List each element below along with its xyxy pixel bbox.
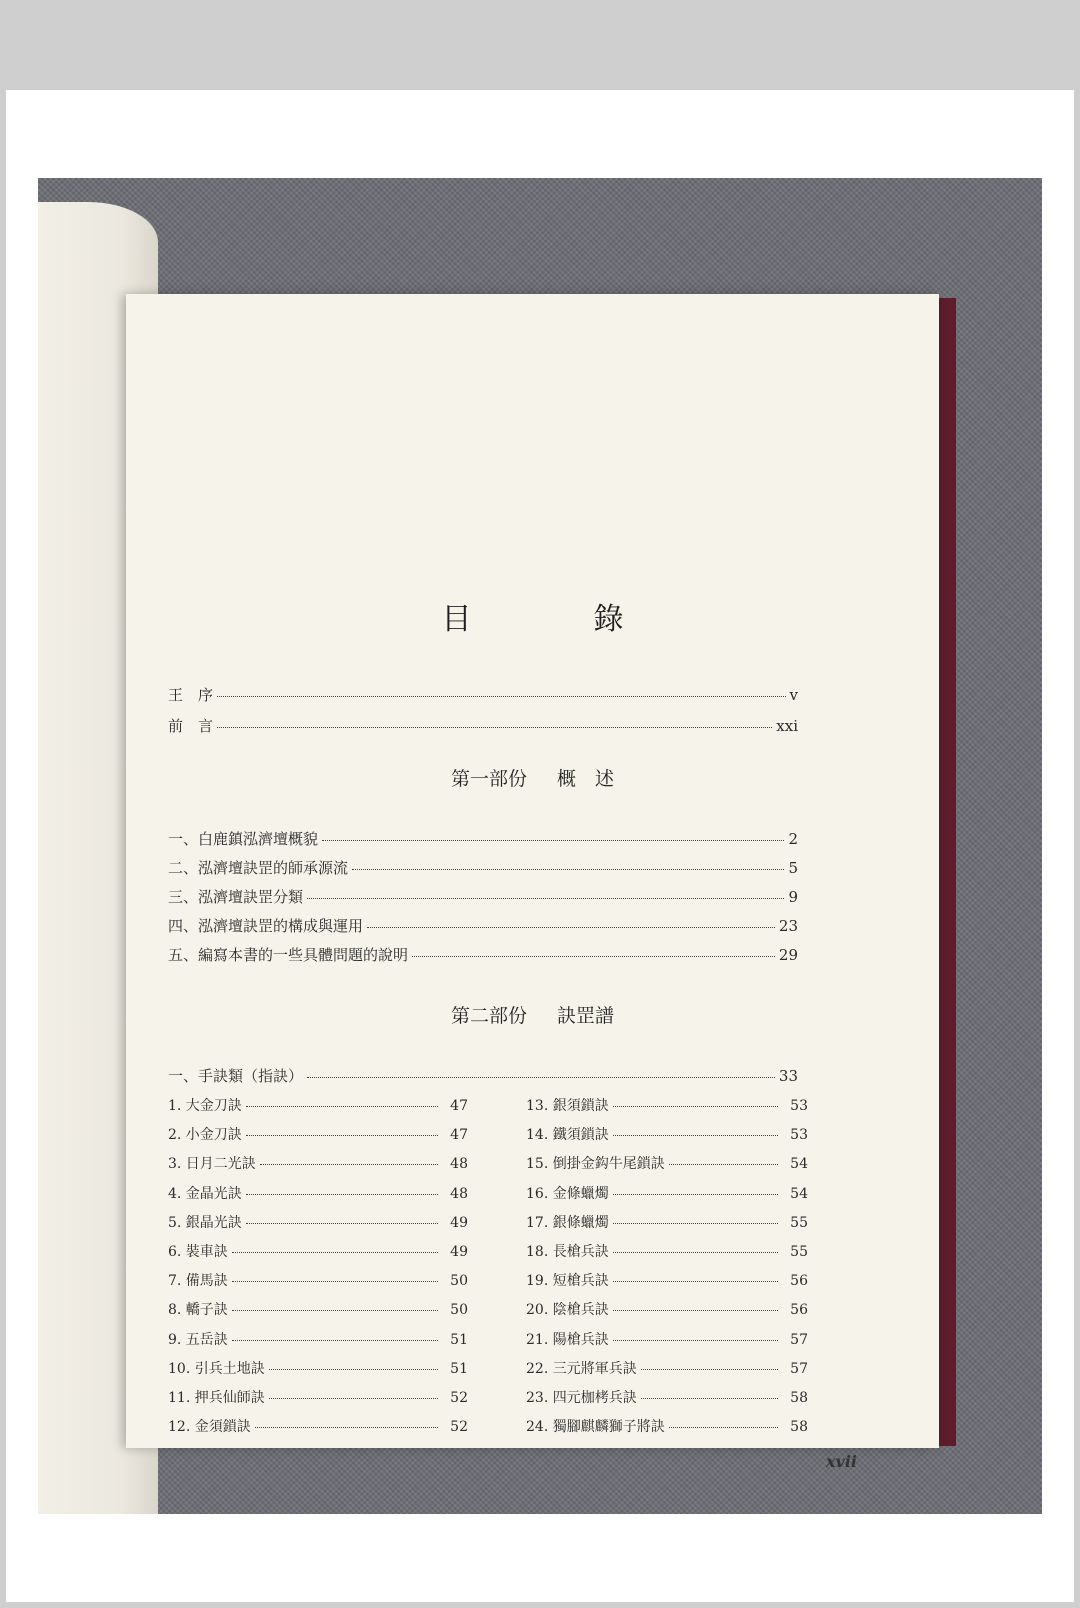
toc-entry-page: 33 (778, 1067, 798, 1085)
toc-entry-page: 53 (790, 1098, 808, 1114)
toc-entry-label: 6. 裝車訣 (168, 1244, 228, 1260)
toc-entry-page: 49 (450, 1214, 468, 1231)
toc-entry-label: 14. 鐵須鎖訣 (526, 1127, 609, 1144)
toc-entry-page: 57 (790, 1360, 808, 1377)
toc-entry-label: 16. 金條蠟燭 (526, 1185, 609, 1202)
leader-dots (232, 1281, 438, 1282)
part2-number: 第二部份 (450, 1005, 527, 1027)
leader-dots (641, 1398, 778, 1399)
toc-entry-label: 四、泓濟壇訣罡的構成與運用 (168, 917, 364, 935)
toc-entry (168, 684, 798, 705)
leader-dots (613, 1281, 778, 1282)
toc-entry-label: 11. 押兵仙師訣 (168, 1390, 265, 1406)
toc-entry-label: 4. 金晶光訣 (168, 1185, 242, 1202)
toc-entry-label: 12. 金須鎖訣 (168, 1419, 251, 1436)
leader-dots (613, 1135, 778, 1136)
toc-entry-page: 54 (790, 1156, 808, 1173)
leader-dots (246, 1194, 438, 1195)
leader-dots (246, 1106, 438, 1107)
toc-entry (168, 1065, 798, 1086)
toc-entry-page: 51 (450, 1360, 468, 1377)
toc-entry-page: 29 (778, 946, 798, 964)
toc-entry (168, 715, 798, 736)
toc-entry-page: 50 (450, 1273, 468, 1290)
toc-entry-page: 52 (450, 1419, 468, 1436)
leader-dots (613, 1310, 778, 1311)
toc-entry-page: 54 (790, 1185, 808, 1202)
toc-entry-page: 47 (450, 1098, 468, 1114)
toc-entry-page: 52 (450, 1390, 468, 1406)
leader-dots (269, 1398, 438, 1399)
toc-entry (526, 1095, 808, 1115)
toc-entry-label: 9. 五岳訣 (168, 1331, 228, 1348)
toc-entry-label: 20. 陰槍兵訣 (526, 1302, 609, 1319)
toc-entry (168, 1387, 468, 1407)
leader-dots (322, 840, 784, 841)
toc-entry-page: 51 (450, 1331, 468, 1348)
toc-entry-label: 19. 短槍兵訣 (526, 1273, 609, 1290)
part2-heading (126, 1001, 939, 1028)
toc-entry (168, 1358, 468, 1378)
toc-entry-page: 49 (450, 1244, 468, 1260)
leader-dots (246, 1135, 438, 1136)
toc-entry-page: 58 (790, 1419, 808, 1436)
toc-entry-label: 10. 引兵土地訣 (168, 1360, 265, 1377)
toc-entry-page: 48 (450, 1156, 468, 1173)
part1-heading (126, 764, 939, 791)
leader-dots (232, 1340, 438, 1341)
toc-entry-page: 56 (790, 1302, 808, 1319)
toc-entry-label: 二、泓濟壇訣罡的師承源流 (168, 859, 349, 877)
toc-entry-page: v (789, 686, 798, 704)
toc-entry (526, 1358, 808, 1378)
book-cover-edge (938, 298, 956, 1446)
toc-entry-page: 57 (790, 1331, 808, 1348)
toc-entry-label: 22. 三元將軍兵訣 (526, 1360, 637, 1377)
toc-entry-label: 一、手訣類（指訣） (168, 1067, 304, 1085)
toc-entry (526, 1183, 808, 1203)
toc-entry (526, 1241, 808, 1261)
toc-entry (526, 1124, 808, 1144)
leader-dots (217, 696, 786, 697)
book-photo (38, 178, 1042, 1514)
toc-entry-page: 9 (788, 888, 798, 906)
toc-entry-label: 13. 銀須鎖訣 (526, 1098, 609, 1114)
toc-entry (168, 1241, 468, 1261)
page-title: 目 錄 (441, 602, 670, 637)
toc-entry (168, 1270, 468, 1290)
toc-entry (526, 1299, 808, 1319)
toc-entry-page: 23 (778, 917, 798, 935)
leader-dots (367, 927, 775, 928)
toc-entry-label: 3. 日月二光訣 (168, 1156, 256, 1173)
leader-dots (613, 1106, 778, 1107)
toc-entry (168, 1095, 468, 1115)
part2-subtitle: 訣罡譜 (557, 1005, 615, 1027)
toc-entry-label: 2. 小金刀訣 (168, 1127, 242, 1144)
toc-entry (526, 1387, 808, 1407)
toc-entry-label: 三、泓濟壇訣罡分類 (168, 888, 304, 906)
leader-dots (232, 1310, 438, 1311)
toc-entry (168, 1153, 468, 1173)
toc-entry-label: 一、白鹿鎮泓濟壇概貌 (168, 830, 319, 848)
toc-entry (526, 1416, 808, 1436)
leader-dots (613, 1252, 778, 1253)
toc-entry-label: 8. 轎子訣 (168, 1302, 228, 1319)
toc-entry-page: 56 (790, 1273, 808, 1290)
toc-entry (526, 1329, 808, 1349)
toc-entry-page: 53 (790, 1127, 808, 1144)
toc-entry (526, 1153, 808, 1173)
leader-dots (307, 898, 784, 899)
toc-entry-page: 5 (788, 859, 798, 877)
leader-dots (669, 1427, 778, 1428)
toc-entry (526, 1270, 808, 1290)
toc-entry (168, 944, 798, 965)
toc-entry-label: 王 序 (168, 686, 214, 704)
toc-entry (168, 1212, 468, 1232)
leader-dots (232, 1252, 438, 1253)
toc-entry-label: 5. 銀晶光訣 (168, 1214, 242, 1231)
toc-entry (168, 1124, 468, 1144)
toc-entry-label: 17. 銀條蠟燭 (526, 1214, 609, 1231)
toc-entry-page: 50 (450, 1302, 468, 1319)
leader-dots (412, 956, 775, 957)
toc-entry-label: 23. 四元枷栲兵訣 (526, 1390, 637, 1406)
toc-entry-page: 55 (790, 1244, 808, 1260)
leader-dots (255, 1427, 438, 1428)
page-number: xvii (826, 1452, 857, 1471)
toc-entry-label: 15. 倒掛金鈎牛尾鎖訣 (526, 1156, 665, 1173)
toc-entry-label: 21. 陽槍兵訣 (526, 1331, 609, 1348)
leader-dots (260, 1164, 438, 1165)
toc-page (126, 294, 939, 1471)
toc-entry (168, 857, 798, 878)
part1-subtitle: 概 述 (557, 768, 615, 790)
toc-entry-label: 前 言 (168, 717, 214, 735)
leader-dots (641, 1369, 778, 1370)
toc-entry-label: 7. 備馬訣 (168, 1273, 228, 1290)
leader-dots (352, 869, 784, 870)
leader-dots (246, 1223, 438, 1224)
leader-dots (217, 727, 772, 728)
toc-entry-page: 58 (790, 1390, 808, 1406)
toc-entry-page: 2 (788, 830, 798, 848)
toc-entry (168, 915, 798, 936)
toc-entry-label: 24. 獨腳麒麟獅子將訣 (526, 1419, 665, 1436)
leader-dots (307, 1077, 775, 1078)
toc-entry (168, 1416, 468, 1436)
leader-dots (669, 1164, 778, 1165)
toc-entry-page: xxi (776, 717, 798, 735)
leader-dots (613, 1223, 778, 1224)
toc-entry-label: 1. 大金刀訣 (168, 1098, 242, 1114)
part1-number: 第一部份 (450, 768, 527, 790)
toc-entry (168, 1299, 468, 1319)
leader-dots (613, 1340, 778, 1341)
leader-dots (613, 1194, 778, 1195)
toc-entry-label: 18. 長槍兵訣 (526, 1244, 609, 1260)
leader-dots (269, 1369, 438, 1370)
toc-entry-page: 47 (450, 1127, 468, 1144)
toc-entry-page: 55 (790, 1214, 808, 1231)
toc-entry-page: 48 (450, 1185, 468, 1202)
toc-entry (168, 828, 798, 849)
toc-entry (168, 886, 798, 907)
toc-entry-label: 五、編寫本書的一些具體問題的說明 (168, 946, 409, 964)
toc-entry (168, 1183, 468, 1203)
toc-entry (526, 1212, 808, 1232)
toc-entry (168, 1329, 468, 1349)
